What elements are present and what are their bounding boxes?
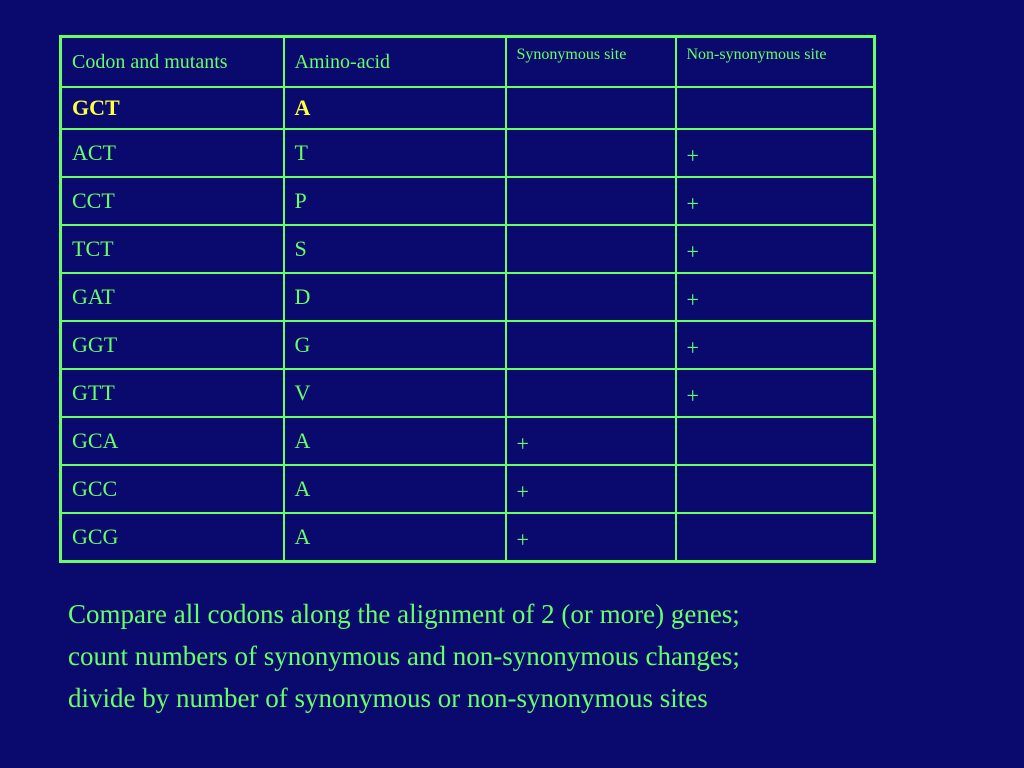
codon-cell: GCC [61, 465, 284, 513]
non-synonymous-cell: + [676, 129, 875, 177]
amino-acid-cell: P [284, 177, 506, 225]
non-synonymous-cell [676, 87, 875, 129]
table-row-reference [61, 87, 875, 129]
table-row [61, 417, 875, 465]
amino-acid-cell: V [284, 369, 506, 417]
table-row [61, 129, 875, 177]
non-synonymous-cell [676, 465, 875, 513]
codon-cell: GCA [61, 417, 284, 465]
codon-mutation-table [59, 35, 876, 563]
codon-cell: GGT [61, 321, 284, 369]
synonymous-cell [506, 177, 676, 225]
synonymous-cell [506, 273, 676, 321]
table-row [61, 177, 875, 225]
non-synonymous-cell: + [676, 225, 875, 273]
header-synonymous-site: Synonymous site [506, 37, 676, 88]
synonymous-cell [506, 129, 676, 177]
non-synonymous-cell: + [676, 177, 875, 225]
amino-acid-cell: A [284, 513, 506, 562]
non-synonymous-cell: + [676, 273, 875, 321]
table-row [61, 369, 875, 417]
synonymous-cell [506, 321, 676, 369]
table-row [61, 513, 875, 562]
amino-acid-cell: S [284, 225, 506, 273]
codon-cell: CCT [61, 177, 284, 225]
codon-cell: GCG [61, 513, 284, 562]
caption-text [68, 593, 988, 719]
table-row [61, 273, 875, 321]
caption-line: count numbers of synonymous and non-synonymous changes; [68, 641, 740, 671]
header-amino-acid: Amino-acid [284, 37, 506, 88]
table-header-row [61, 37, 875, 88]
synonymous-cell [506, 369, 676, 417]
amino-acid-cell: D [284, 273, 506, 321]
synonymous-cell: + [506, 513, 676, 562]
synonymous-cell: + [506, 417, 676, 465]
amino-acid-cell: A [284, 87, 506, 129]
table-row [61, 321, 875, 369]
synonymous-cell: + [506, 465, 676, 513]
amino-acid-cell: A [284, 465, 506, 513]
synonymous-cell [506, 225, 676, 273]
table-row [61, 465, 875, 513]
header-codon-and-mutants: Codon and mutants [61, 37, 284, 88]
codon-cell: ACT [61, 129, 284, 177]
non-synonymous-cell [676, 513, 875, 562]
amino-acid-cell: A [284, 417, 506, 465]
amino-acid-cell: G [284, 321, 506, 369]
non-synonymous-cell: + [676, 369, 875, 417]
caption-line: divide by number of synonymous or non-synonymous sites [68, 683, 708, 713]
codon-cell: GTT [61, 369, 284, 417]
amino-acid-cell: T [284, 129, 506, 177]
non-synonymous-cell [676, 417, 875, 465]
codon-cell: GCT [61, 87, 284, 129]
non-synonymous-cell: + [676, 321, 875, 369]
synonymous-cell [506, 87, 676, 129]
codon-cell: TCT [61, 225, 284, 273]
header-non-synonymous-site: Non-synonymous site [676, 37, 875, 88]
caption-line: Compare all codons along the alignment of 2 (or more) genes; [68, 599, 740, 629]
table-row [61, 225, 875, 273]
codon-cell: GAT [61, 273, 284, 321]
